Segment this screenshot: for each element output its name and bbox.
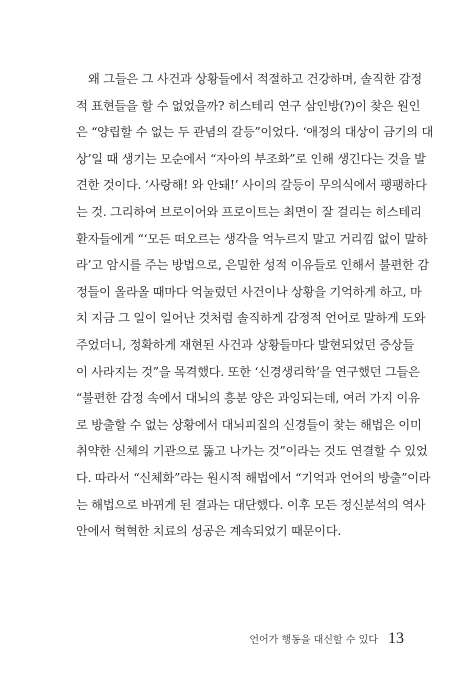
text-line-1: 왜 그들은 그 사건과 상황들에서 적절하고 건강하며, 솔직한 감정 <box>88 72 422 86</box>
running-title: 언어가 행동을 대신할 수 있다 <box>249 635 378 646</box>
text-line-13: “불편한 감정 속에서 대뇌의 흥분 양은 과잉되는데, 여러 가지 이유 <box>76 391 420 406</box>
text-line-3: 은 “양립할 수 없는 두 관념의 갈등”이었다. ‘애정의 대상이 금기의 대 <box>76 125 434 140</box>
text-line-14: 로 방출할 수 없는 상황에서 대뇌피질의 신경들이 찾는 해법은 이미 <box>76 417 422 432</box>
text-line-15: 취약한 신체의 기관으로 뚫고 나가는 것”이라는 것도 연결할 수 있었 <box>76 444 428 459</box>
text-line-7: 환자들에게 “‘모든 떠오르는 생각을 억누르지 말고 거리낌 없이 말하 <box>76 231 428 246</box>
text-line-18: 안에서 혁혁한 치료의 성공은 계속되었기 때문이다. <box>76 524 342 539</box>
text-line-6: 는 것. 그리하여 브로이어와 프로이트는 최면이 잘 걸리는 히스테리 <box>76 204 422 219</box>
text-line-12: 이 사라지는 것”을 목격했다. 또한 ‘신경생리학’을 연구했던 그들은 <box>76 364 420 379</box>
text-line-17: 는 해법으로 바뀌게 된 결과는 대단했다. 이후 모든 정신분석의 역사 <box>76 497 426 512</box>
body-text <box>76 66 434 545</box>
page-number: 13 <box>388 630 404 647</box>
page-footer <box>249 630 404 650</box>
text-line-9: 정들이 올라올 때마다 억눌렀던 사건이나 상황을 기억하게 하고, 마 <box>76 284 422 299</box>
text-line-2: 적 표현들을 할 수 없었을까? 히스테리 연구 삼인방(?)이 찾은 원인 <box>76 98 421 113</box>
text-line-5: 견한 것이다. ‘사랑해! 와 안돼!’ 사이의 갈등이 무의식에서 팽팽하다 <box>76 178 427 193</box>
text-line-16: 다. 따라서 “신체화”라는 원시적 해법에서 “기억과 언어의 방출”이라 <box>76 470 431 485</box>
text-line-8: 라’고 암시를 주는 방법으로, 은밀한 성적 이유들로 인해서 불편한 감 <box>76 258 429 273</box>
text-line-4: 상’일 때 생기는 모순에서 “자아의 부조화”로 인해 생긴다는 것을 발 <box>76 151 426 166</box>
text-line-10: 치 지금 그 일이 일어난 것처럼 솔직하게 감정적 언어로 말하게 도와 <box>76 311 426 326</box>
text-line-11: 주었더니, 정확하게 재현된 사건과 상황들마다 발현되었던 증상들 <box>76 337 415 352</box>
